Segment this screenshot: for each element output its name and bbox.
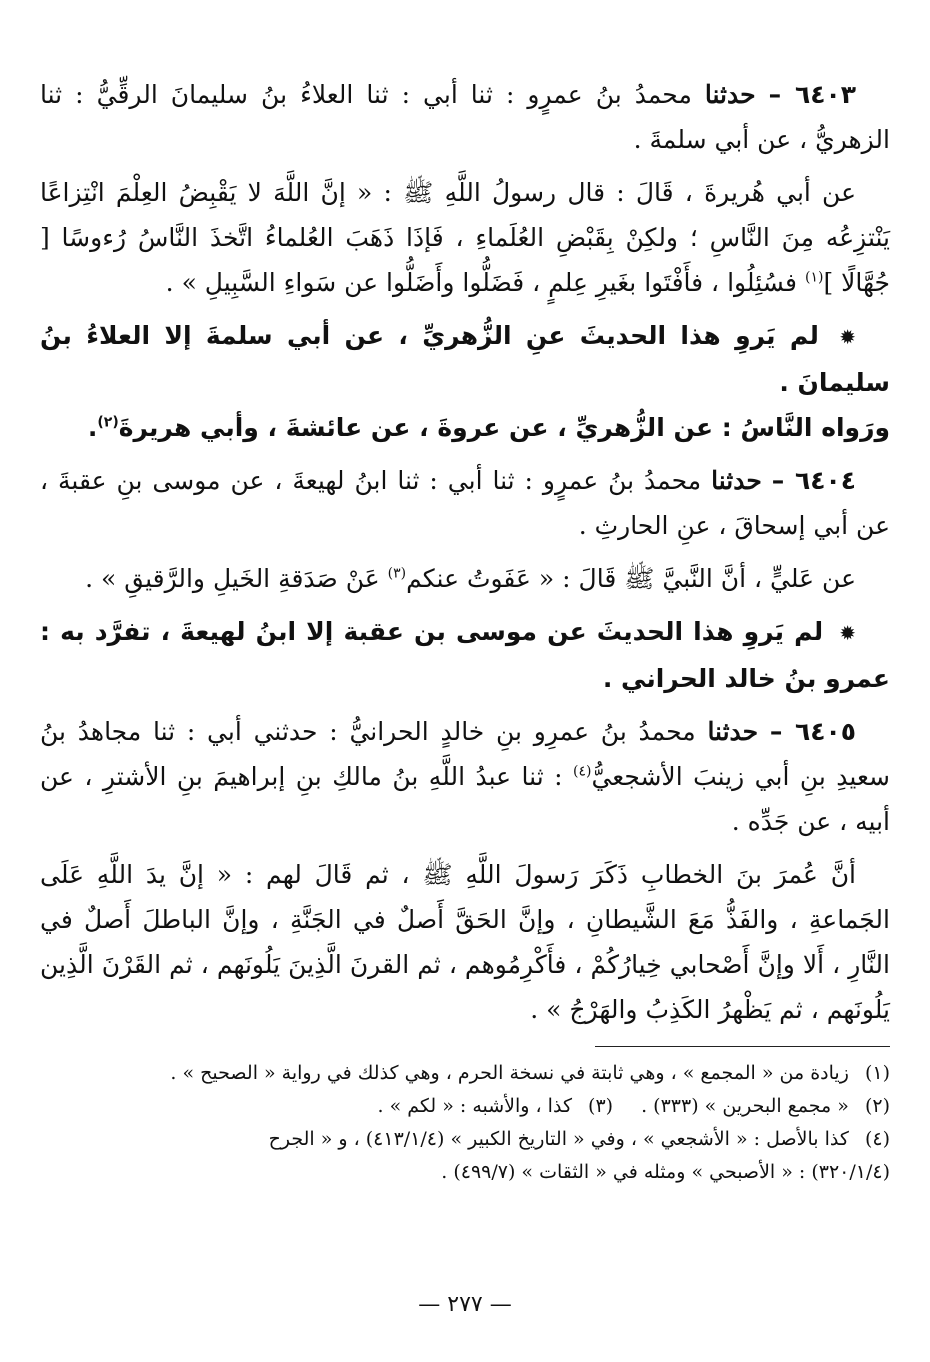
footnote-ref: (٣) xyxy=(387,565,407,582)
hadith-6404-note xyxy=(40,609,890,701)
footnote-text: « مجمع البحرين » (٣٣٣) . xyxy=(641,1095,849,1117)
page-number: — ٢٧٧ — xyxy=(418,1292,512,1317)
footnote-ref: (٤) xyxy=(572,763,592,780)
footnote-text: (٣٢٠/١/٤) : « الأصبحي » ومثله في « الثقات » (٤٩٩/٧) . xyxy=(441,1161,890,1183)
footnote-ref: (٢) xyxy=(97,414,119,431)
isnad-text: محمدُ بنُ عمرٍو : ثنا أبي : ثنا العلاءُ بنُ سليمانَ الرقِّيُّ : ثنا الزهريُّ ، عن أبي سلمةَ . xyxy=(40,80,890,154)
note-text: ورَواه النَّاسُ : عن الزُّهريِّ ، عن عروةَ ، عن عائشةَ ، وأبي هريرةَ xyxy=(118,413,890,442)
note-text: لم يَروِ هذا الحديثَ عنِ الزُّهريِّ ، عن أبي سلمةَ إلا العلاءُ بنُ سليمانَ . xyxy=(40,321,890,397)
matn-text: عن عَليٍّ ، أنَّ النَّبيَّ ﷺ قَالَ : « عَفَوتُ عنكم xyxy=(406,564,856,593)
hadith-number: ٦٤٠٤ – xyxy=(771,466,856,495)
footnote-3 xyxy=(378,1090,614,1123)
footnote-divider xyxy=(595,1046,890,1047)
footnote-text: زيادة من « المجمع » ، وهي ثابتة في نسخة الحرم ، وهي كذلك في رواية « الصحيح » . xyxy=(170,1062,849,1084)
hadith-number: ٦٤٠٥ – xyxy=(769,717,856,746)
hadith-6403-note: ✹ لم يَروِ هذا الحديثَ عنِ الزُّهريِّ ، عن أبي سلمةَ إلا العلاءُ بنُ سليمانَ . ورَواه النَّاسُ : عن الزُّهريِّ ، عن عروةَ ، عن عائشةَ ، وأبي هريرةَ$^{(٢)}$. xyxy=(40,321,890,442)
footnote-number: (١) xyxy=(864,1062,890,1084)
isnad-text: محمدُ بنُ عمرِو بنِ خالدٍ الحرانيُّ : حدثني أبي : ثنا مجاهدُ بنُ سعيدِ بنِ أبي زينبَ الأشجعيُّ xyxy=(40,717,890,791)
hadith-number: ٦٤٠٣ – xyxy=(768,80,856,109)
footnote-number: (٣) xyxy=(588,1095,614,1117)
footnote-1 xyxy=(40,1057,890,1090)
footnote-4-continued xyxy=(40,1156,890,1189)
footnote-4 xyxy=(40,1123,890,1156)
hadith-6403-matn xyxy=(40,170,890,305)
hadith-6405-matn xyxy=(40,852,890,1032)
footnote-row-2-3 xyxy=(40,1090,890,1123)
hadith-6405-chain xyxy=(40,709,890,844)
matn-text: فسُئِلُوا ، فأَفْتَوا بغَيرِ عِلمٍ ، فَضَلُّوا وأَضَلُّوا عن سَواءِ السَّبِيلِ » . xyxy=(165,268,798,297)
note-text: لم يَروِ هذا الحديثَ عن موسى بن عقبة إلا ابنُ لهيعةَ ، تفرَّد به : عمرو بنُ خالد الحراني . xyxy=(40,617,890,693)
hadith-6404-chain xyxy=(40,458,890,548)
hadith-lead: حدثنا xyxy=(704,80,756,109)
hadith-6404-matn xyxy=(40,556,890,601)
footnote-text: كذا بالأصل : « الأشجعي » ، وفي « التاريخ الكبير » (٤١٣/١/٤) ، و « الجرح xyxy=(268,1128,849,1150)
isnad-text: : ثنا عبدُ اللَّهِ بنُ مالكِ بنِ إبراهيمَ بنِ الأشترِ ، عن أبيه ، عن جَدِّه . xyxy=(40,762,890,836)
footnote-2 xyxy=(641,1090,890,1123)
matn-text: أنَّ عُمرَ بنَ الخطابِ ذَكَرَ رَسولَ اللَّهِ ﷺ ، ثم قَالَ لهم : « إنَّ يدَ اللَّهِ عَلَى الجَماعةِ ، والفَذُّ مَعَ الشَّيطانِ ، وإنَّ الحَقَّ أَصلٌ في الجَنَّةِ ، وإنَّ الباطلَ أَصلٌ في النَّارِ ، أَلا وإنَّ أَصْحابي خِيارُكُمْ ، فأَكْرِمُوهم ، ثم القرنَ الَّذِينَ يَلُونَهم ، ثم القَرْنَ الَّذِين يَلُونَهم ، ثم يَظْهرُ الكَذِبُ والهَرْجُ » . xyxy=(40,860,890,1024)
footnote-number: (٤) xyxy=(864,1128,890,1150)
star-icon: ✹ xyxy=(839,621,856,645)
hadith-lead: حدثنا xyxy=(707,717,759,746)
footnote-ref: (١) xyxy=(804,269,824,286)
hadith-lead: حدثنا xyxy=(711,466,762,495)
footnote-number: (٢) xyxy=(864,1095,890,1117)
matn-text: عن أبي هُريرةَ ، قَالَ : قال رسولُ اللَّهِ ﷺ : « إنَّ اللَّهَ لا يَقْبِضُ العِلْمَ انْتِزاعًا يَنْتزِعُه مِنَ النَّاسِ ؛ ولكِنْ بِقَبْضِ العُلَماءِ ، فَإذَا ذَهَبَ العُلماءُ اتَّخذَ النَّاسُ رُءوسًا [ جُهَّالًا ] xyxy=(40,178,890,297)
hadith-6403-chain xyxy=(40,72,890,162)
star-icon: ✹ xyxy=(839,325,856,349)
isnad-text: محمدُ بنُ عمرٍو : ثنا أبي : ثنا ابنُ لهيعةَ ، عن موسى بنِ عقبةَ ، عن أبي إسحاقَ ، عنِ الحارثِ . xyxy=(40,466,890,540)
page-body xyxy=(40,72,890,1189)
matn-text: عَنْ صَدَقةِ الخَيلِ والرَّقيقِ » . xyxy=(85,564,380,593)
footnote-text: كذا ، والأشبه : « لكم » . xyxy=(377,1095,572,1117)
